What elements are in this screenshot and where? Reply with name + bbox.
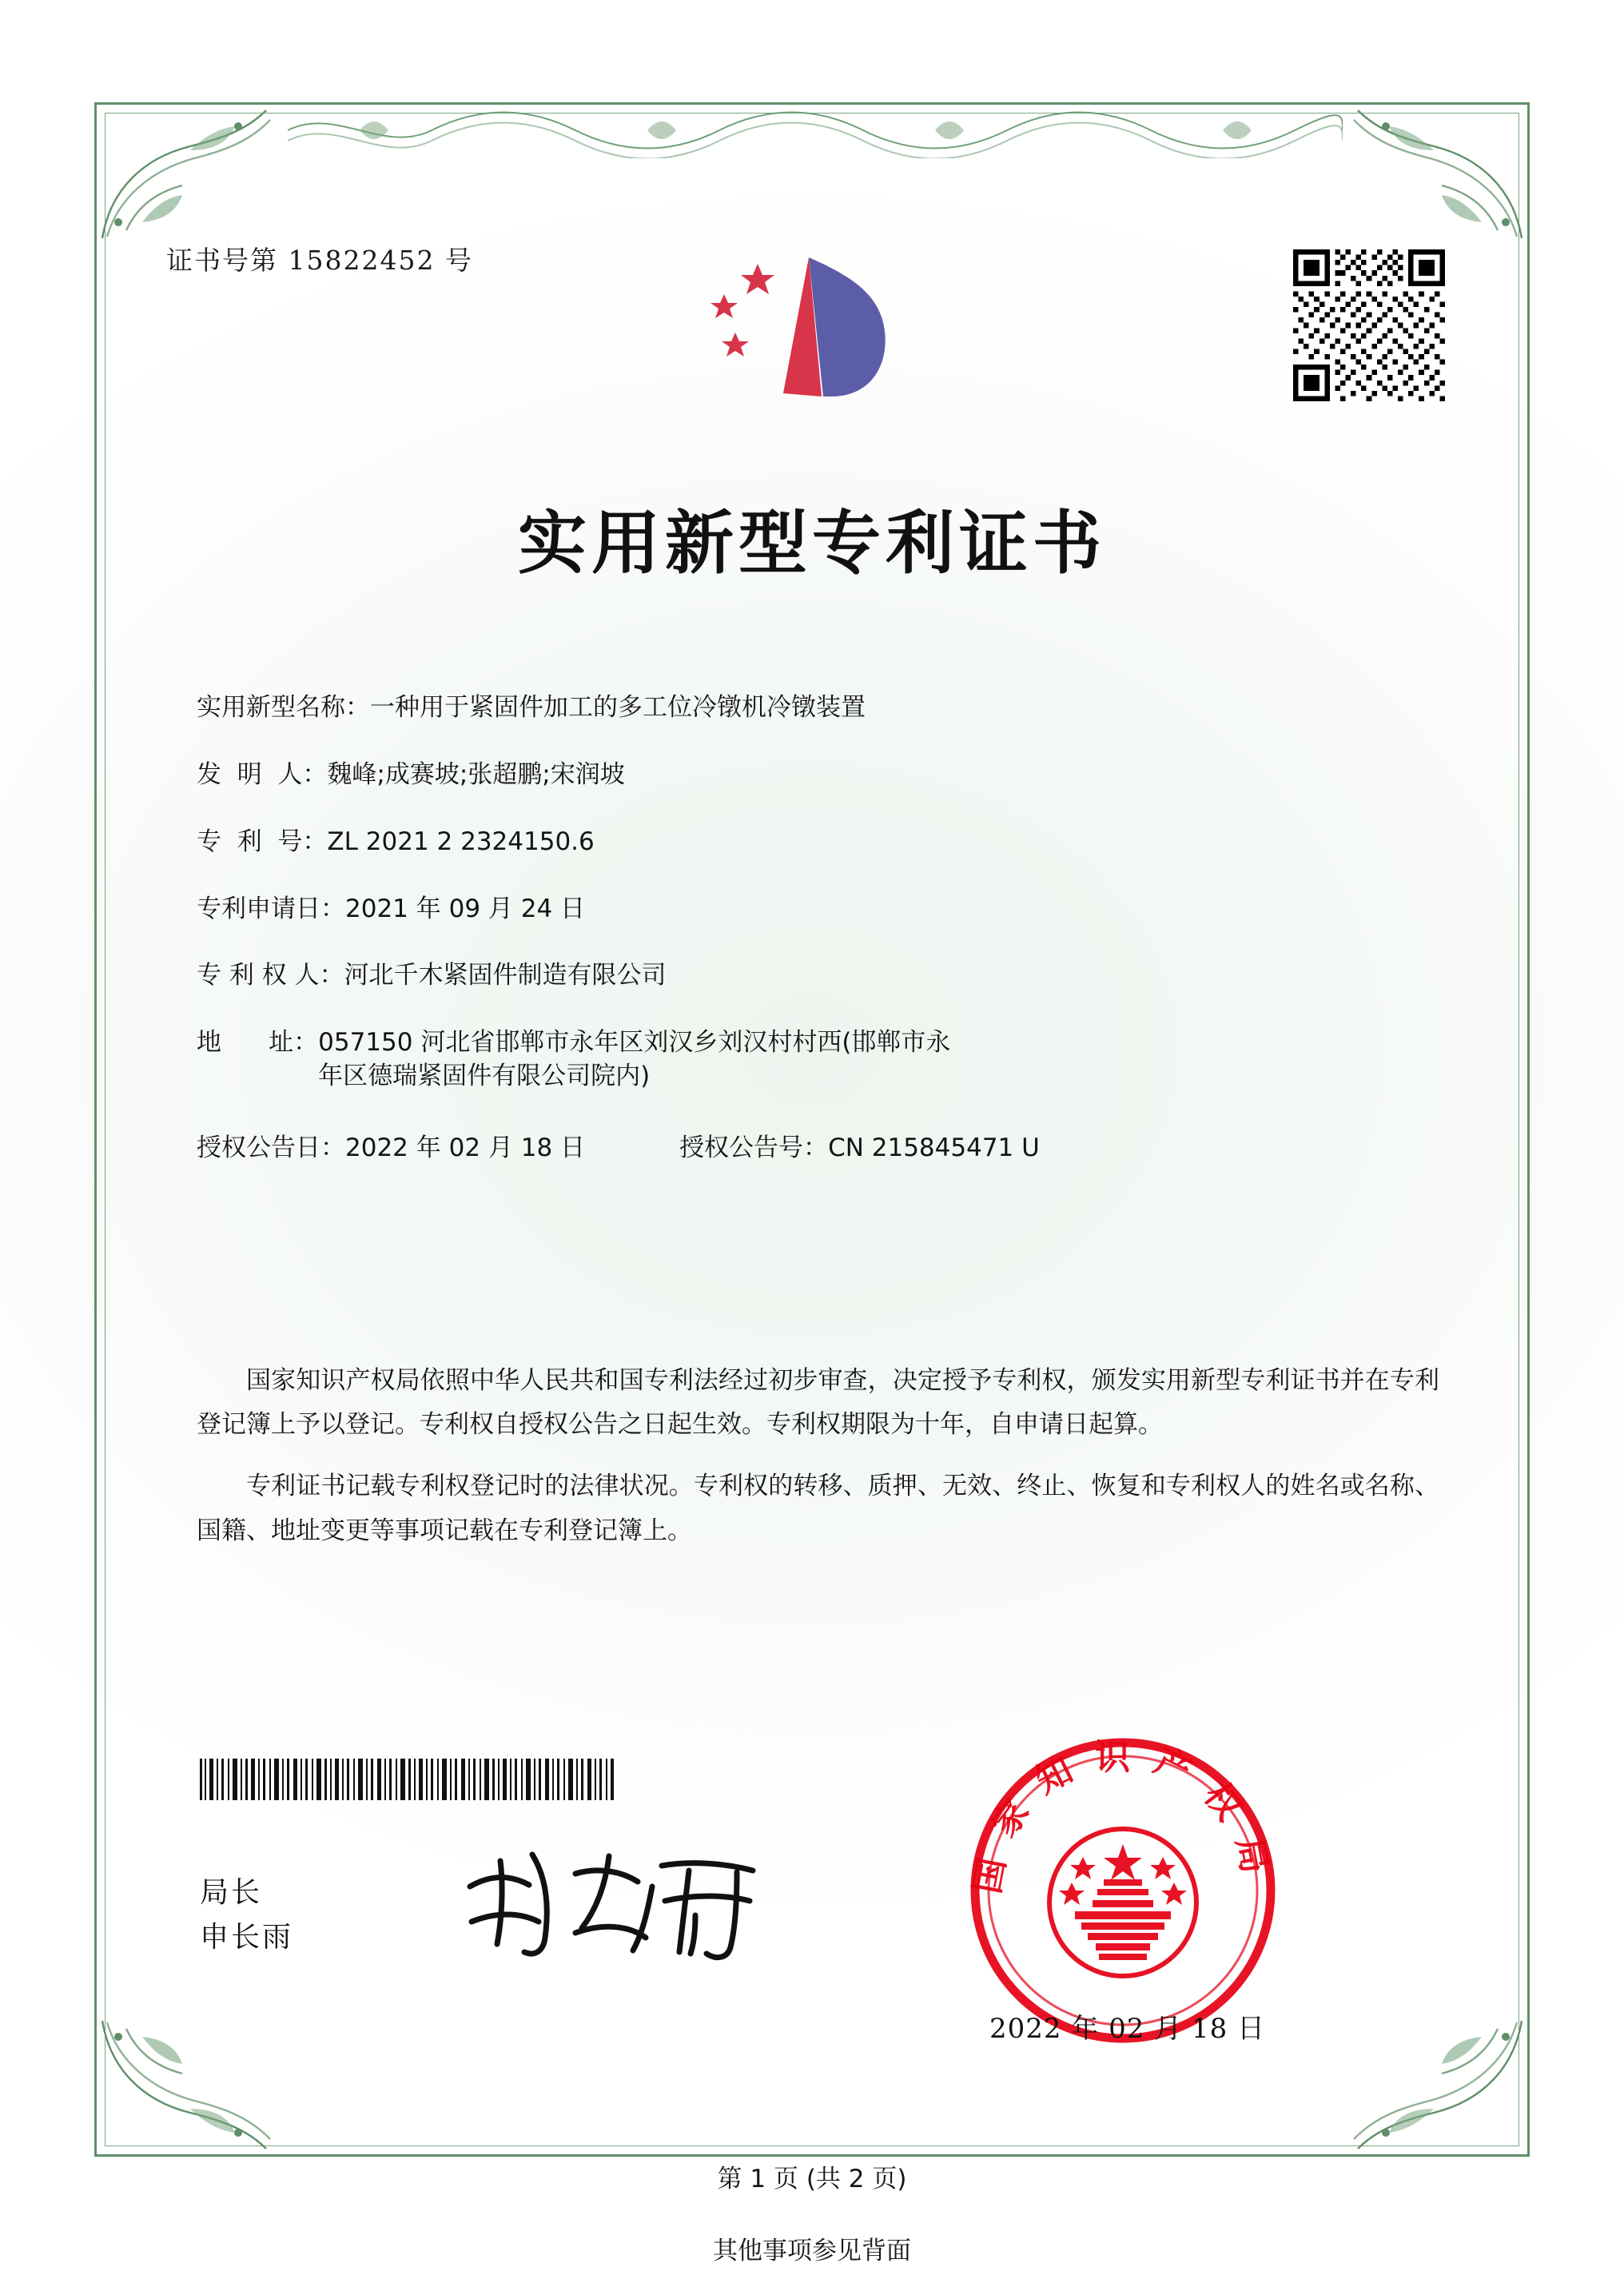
field-row-announcement	[197, 1127, 1443, 1163]
field-label: 地 址：	[197, 1028, 319, 1058]
field-row-patentee	[197, 959, 1443, 993]
signature-role: 局长	[200, 1876, 263, 1909]
field-value: 魏峰;成赛坡;张超鹏;宋润坡	[327, 759, 625, 789]
field-value: 2021 年 09 月 24 日	[345, 894, 586, 923]
field-row-name	[197, 691, 1443, 725]
field-label: 实用新型名称：	[197, 693, 370, 722]
field-value: ZL 2021 2 2324150.6	[327, 827, 595, 856]
announcement-date-value: 2022 年 02 月 18 日	[345, 1133, 586, 1162]
announcement-date	[197, 1127, 585, 1163]
svg-text:国家知识产权局: 国家知识产权局	[966, 1737, 1280, 1897]
barcode-icon	[198, 1759, 630, 1800]
field-row-inventors	[197, 759, 1443, 792]
field-label: 专 利 号：	[197, 827, 328, 856]
qr-code-icon	[1293, 249, 1445, 401]
field-value: 河北千木紧固件制造有限公司	[344, 961, 667, 990]
field-row-application-date	[197, 893, 1443, 926]
seal-date: 2022 年 02 月 18 日	[989, 2013, 1266, 2045]
field-label: 专 利 权 人：	[197, 961, 344, 990]
field-row-address	[197, 1026, 1443, 1094]
signature-name: 申长雨	[200, 1920, 294, 1954]
field-list	[197, 691, 1443, 1197]
page-title: 实用新型专利证书	[518, 503, 1106, 584]
announcement-number-label: 授权公告号：	[679, 1133, 829, 1162]
announcement-number	[679, 1127, 1040, 1163]
signature-block	[200, 1871, 293, 1960]
announcement-number-value: CN 215845471 U	[828, 1133, 1040, 1162]
back-side-note: 其他事项参见背面	[713, 2237, 911, 2265]
handwritten-signature-icon	[456, 1839, 799, 1966]
certificate-number: 证书号第 15822452 号	[166, 245, 473, 276]
field-label: 专利申请日：	[197, 894, 345, 923]
paragraph: 专利证书记载专利权登记时的法律状况。专利权的转移、质押、无效、终止、恢复和专利权人的姓名或名称、国籍、地址变更等事项记载在专利登记簿上。	[197, 1472, 1439, 1545]
field-value: 一种用于紧固件加工的多工位冷镦机冷镦装置	[370, 693, 866, 722]
field-row-patent-number	[197, 826, 1443, 859]
page-number: 第 1 页 (共 2 页)	[717, 2165, 907, 2193]
field-label: 发 明 人：	[197, 759, 328, 789]
announcement-date-label: 授权公告日：	[197, 1133, 345, 1162]
paragraph: 国家知识产权局依照中华人民共和国专利法经过初步审查，决定授予专利权，颁发实用新型专利证书并在专利登记簿上予以登记。专利权自授权公告之日起生效。专利权期限为十年，自申请日起算。	[197, 1366, 1439, 1440]
legal-text	[197, 1359, 1439, 1571]
field-value: 057150 河北省邯郸市永年区刘汉乡刘汉村村西(邯郸市永 年区德瑞紧固件有限公司院内)	[318, 1028, 951, 1091]
cnipa-logo-icon	[689, 240, 937, 432]
